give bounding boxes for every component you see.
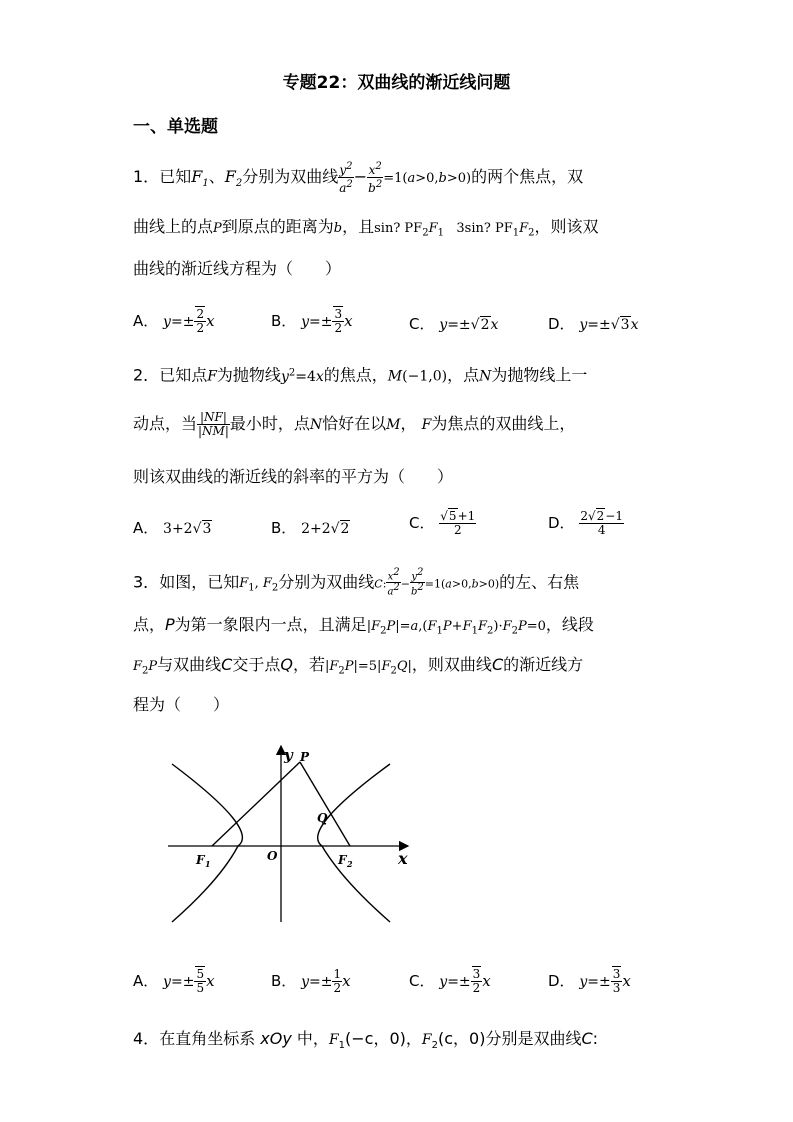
q1-frac-y: $\frac{y^2}{a^2}$ (339, 161, 353, 195)
q1-sin2: 3sin? PF (456, 221, 513, 236)
q3-text10: ，则双曲线 (411, 655, 492, 674)
q3-text6: ，线段 (545, 615, 594, 634)
q2-line2: 动点，当 $\frac{|NF|}{|NM|}$ 最小时，点N恰好在以M， F为焦点的双曲线上， (133, 410, 576, 438)
q1-frac-x: $\frac{x^2}{b^2}$ (368, 161, 383, 195)
q1-option-b[interactable]: B． y=± $\frac{3}{2}$ x (271, 307, 353, 335)
q3-line3: $F_2P$与双曲线C交于点Q，若$|F_2P|=5|F_2Q|$，则双曲线C的渐近线方 (133, 655, 584, 677)
f1-sub: 1 (205, 859, 211, 869)
f2-sub: 2 (347, 859, 353, 869)
option-label: A． (133, 312, 159, 330)
q3-option-d[interactable]: D． y=± $\frac{3}{3}$ x (548, 967, 631, 995)
segment-pf2 (300, 762, 350, 846)
q3-text4: 点， (133, 615, 166, 634)
q3-text9: ，若 (292, 655, 325, 674)
q1-text7: ，则该双 (534, 217, 599, 236)
q1-f1: $F_1$ (191, 167, 209, 190)
q3-option-b[interactable]: B． y=± $\frac{1}{2}$ x (271, 967, 351, 995)
section-heading: 一、单选题 (133, 117, 218, 137)
q4-number: 4． (133, 1029, 160, 1048)
f1-label: F (196, 853, 205, 867)
q3-text: 如图，已知 (159, 572, 240, 592)
q1-sin1: sin? PF (374, 221, 423, 236)
q2-text5: 为抛物线上一 (491, 365, 588, 385)
q4-text5: : (592, 1029, 599, 1048)
q2-text3: 的焦点， (323, 365, 388, 385)
q2-line3: 则该双曲线的渐近线的斜率的平方为（ ） (133, 467, 454, 486)
q2-text6: 动点，当 (133, 414, 198, 433)
q2-text7: 最小时，点 (229, 414, 310, 433)
option-label: D． (548, 315, 575, 333)
q1-line3: 曲线的渐近线方程为（ ） (133, 259, 342, 278)
q4-line1: 4．在直角坐标系 xOy 中，$F_1(-c$，0)，$F_2(c$，0)分别是双曲线C: (133, 1029, 599, 1052)
point-q-label: Q (317, 811, 328, 825)
q2-text8: 恰好在以 (322, 414, 387, 433)
q2-option-b[interactable]: B． 2+2√2 (271, 519, 350, 537)
q2-option-c[interactable]: C． $\frac{√5+1}{2}$ (409, 509, 476, 537)
q3-text3: 的左、右焦 (499, 572, 580, 592)
q1-line2: 曲线上的点P到原点的距离为b，且sin? $PF_2F_1$ 3sin? $PF_1F_2$，则该双 (133, 217, 599, 239)
hyperbola-figure (160, 740, 420, 930)
q3-text8: 交于点 (232, 655, 281, 674)
q1-sep: 、 (208, 167, 225, 186)
q2-text9: ， (400, 414, 417, 433)
option-label: C． (409, 514, 435, 532)
q2-number: 2． (133, 365, 160, 385)
q3-option-c[interactable]: C． y=± $\frac{3}{2}$ x (409, 967, 491, 995)
q3-number: 3． (133, 572, 160, 592)
q1-f2: $F_2$ (224, 167, 243, 190)
q1-number: 1． (133, 167, 160, 186)
y-label: y (284, 746, 293, 764)
point-p-label: P (300, 750, 310, 764)
option-label: B． (271, 519, 297, 537)
q1-text5: 到原点的距离为 (221, 217, 334, 236)
q4-text: 在直角坐标系 (159, 1029, 256, 1048)
q2-text: 已知点 (159, 365, 208, 385)
q3-p: P (165, 615, 175, 634)
option-label: D． (548, 972, 575, 990)
left-branch (172, 764, 242, 922)
q2-line1: 2．已知点F为抛物线$y^2=4x$的焦点，M(−1,0)，点N为抛物线上一 (133, 365, 588, 385)
q3-line4: 程为（ ） (133, 695, 230, 714)
q3-q: Q (280, 655, 293, 674)
q2-text2: 为抛物线 (216, 365, 281, 385)
q1-option-d[interactable]: D． y=±√3x (548, 315, 639, 333)
q1-text4: 曲线上的点 (133, 217, 214, 236)
option-label: D． (548, 514, 575, 532)
q1-condition: =1(a>0,b>0) (383, 171, 472, 186)
f2-label: F (338, 853, 347, 867)
q1-text2: 分别为双曲线 (242, 167, 339, 186)
q3-c: C (221, 655, 233, 674)
right-branch (318, 764, 390, 922)
option-label: A． (133, 972, 159, 990)
option-label: B． (271, 312, 297, 330)
q3-text2: 分别为双曲线 (278, 572, 375, 592)
q1-text6: ，且 (342, 217, 375, 236)
page-title: 专题22：双曲线的渐近线问题 (282, 73, 511, 93)
q4-text4: (c，0)分别是双曲线 (438, 1029, 582, 1048)
q1-line1: 1．已知$F_1$、$F_2$分别为双曲线 $\frac{y^2}{a^2}$ − $\frac{x^2}{b^2}$ =1(a>0,b>0)的两个焦点，双 (133, 161, 584, 195)
q2-option-a[interactable]: A． 3+2√3 (133, 519, 212, 537)
q1-option-a[interactable]: A． y=± $\frac{2}{2}$ x (133, 307, 215, 335)
q1-text3: 的两个焦点，双 (471, 167, 584, 186)
q1-text: 已知 (159, 167, 192, 186)
option-label: C． (409, 972, 435, 990)
option-label: C． (409, 315, 435, 333)
q2-option-d[interactable]: D． $\frac{2√2-1}{4}$ (548, 509, 623, 537)
option-label: A． (133, 519, 159, 537)
q3-option-a[interactable]: A． y=± $\frac{5}{5}$ x (133, 967, 215, 995)
q3-text11: 的渐近线方 (503, 655, 584, 674)
q1-option-c[interactable]: C． y=±√2x (409, 315, 499, 333)
q3-line1: 3．如图，已知$F_1$, $F_2$分别为双曲线C: $\frac{x^2}{a^2}$ − $\frac{y^2}{b^2}$ =1(a>0,b>0)的左、右焦 (133, 567, 580, 598)
q3-c2: C (491, 655, 504, 674)
q3-text5: 为第一象限内一点，且满足 (174, 615, 367, 634)
q3-line2: 点，P为第一象限内一点，且满足$|F_2P|=a,(F_1P+F_1F_2)\cdot F_2P=0$，线段 (133, 615, 594, 637)
q4-text3: (−c，0)， (345, 1029, 422, 1048)
x-label: x (398, 849, 408, 868)
origin-label: O (267, 849, 278, 863)
q2-text10: 为焦点的双曲线上， (431, 414, 576, 433)
q4-xoy: xOy (260, 1029, 292, 1048)
q4-c: C (581, 1029, 593, 1048)
q4-text2: 中， (296, 1029, 329, 1048)
q2-text4: ，点 (447, 365, 480, 385)
segment-f1p (212, 762, 300, 846)
q3-text7: 与双曲线 (157, 655, 222, 674)
option-label: B． (271, 972, 297, 990)
